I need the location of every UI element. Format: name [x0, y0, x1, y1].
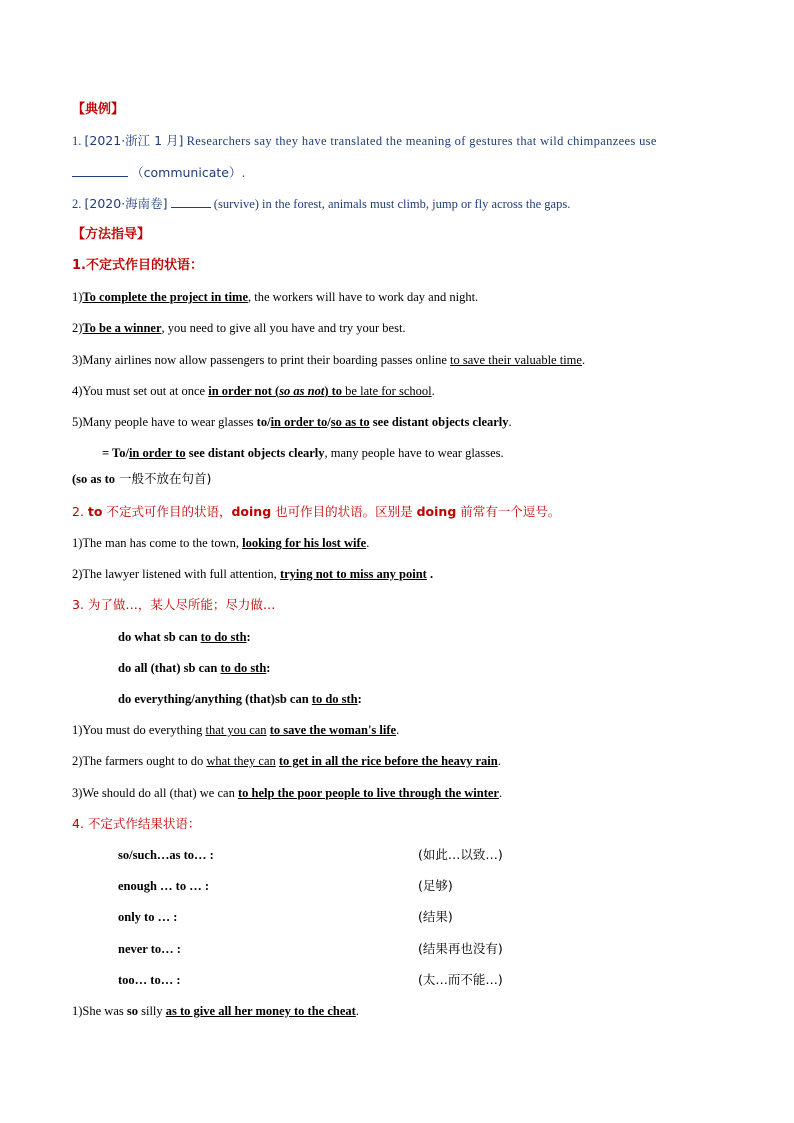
title-keyword: to: [87, 504, 103, 519]
sentence-4-1: [72, 1003, 359, 1019]
result-pattern-row: [118, 878, 678, 894]
sentence-prefix: 3)Many airlines now allow passengers to print their boarding passes online: [72, 353, 451, 367]
underlined-phrase: in order to: [270, 415, 328, 429]
pattern-text: do all (that) sb can: [118, 661, 221, 675]
title-keyword: doing: [416, 504, 457, 519]
answer-blank[interactable]: [171, 196, 211, 208]
section-3-title: 3. 为了做…，某人尽所能；尽力做…: [72, 597, 276, 612]
underlined-phrase: to do sth: [220, 661, 267, 675]
sentence-rest: , the workers will have to work day and night.: [248, 290, 479, 304]
underlined-phrase: that you can: [205, 723, 267, 737]
title-part: 不定式可作目的状语，: [102, 504, 232, 519]
example-2-text: (survive) in the forest, animals must climb, jump or fly across the gaps.: [213, 197, 571, 211]
sentence-prefix: 2)The lawyer listened with full attention,: [72, 567, 280, 581]
bold-phrase: = To/: [102, 446, 129, 460]
underlined-phrase: to get in all the rice before the heavy rain: [278, 754, 498, 768]
sentence-prefix: 1)The man has come to the town,: [72, 536, 243, 550]
example-1: [72, 133, 657, 149]
sentence-1-1: [72, 289, 478, 305]
result-pattern-row: [118, 941, 678, 957]
title-keyword: doing: [231, 504, 272, 519]
example-1-line2: [72, 165, 245, 181]
bold-phrase: /: [327, 415, 331, 429]
underlined-phrase: to do sth: [200, 630, 247, 644]
sentence-prefix: 5)Many people have to wear glasses: [72, 415, 257, 429]
underlined-phrase: looking for his lost wife: [242, 536, 367, 550]
result-pattern-row: [118, 847, 678, 863]
sentence-rest: .: [498, 786, 503, 800]
bold-phrase: to/: [256, 415, 271, 429]
italic-phrase: so as not: [279, 384, 325, 398]
sentence-prefix: 2): [72, 321, 83, 335]
bold-phrase: (so as to: [72, 472, 116, 486]
sentence-1-3: [72, 352, 585, 368]
underlined-phrase: to save their valuable time: [450, 353, 582, 367]
underlined-phrase: To be a winner: [82, 321, 162, 335]
sentence-1-5: [72, 414, 512, 430]
bold-phrase: ) to: [324, 384, 343, 398]
underlined-phrase: to help the poor people to live through the winter: [237, 786, 499, 800]
result-pattern-row: [118, 909, 678, 925]
sentence-2-2: [72, 566, 433, 582]
pattern-meaning: (太…而不能…): [418, 972, 503, 987]
pattern-text: too… to… :: [118, 973, 181, 987]
examples-heading: 【典例】: [72, 102, 125, 117]
result-pattern-row: [118, 972, 678, 988]
example-1-hint: （communicate）.: [131, 165, 246, 180]
example-1-source: [2021·浙江 1 月]: [84, 133, 184, 148]
sentence-1-4: [72, 383, 435, 399]
sentence-rest: .: [355, 1004, 359, 1018]
title-part: 也可作目的状语。区别是: [271, 504, 417, 519]
pattern-colon: :: [357, 692, 362, 706]
underlined-phrase: as to give all her money to the cheat: [165, 1004, 356, 1018]
section-2-title: [72, 504, 560, 520]
example-1-text: Researchers say they have translated the meaning of gestures that wild chimpanzees use: [186, 134, 657, 148]
sentence-prefix: 1)She was: [72, 1004, 127, 1018]
bold-phrase: in order not (: [208, 384, 280, 398]
pattern-text: do what sb can: [118, 630, 201, 644]
bold-phrase: see distant objects clearly: [369, 415, 509, 429]
pattern-meaning: (如此…以致…): [418, 847, 503, 862]
pattern-3-2: [118, 660, 270, 676]
sentence-middle: silly: [137, 1004, 166, 1018]
pattern-meaning: (足够): [418, 878, 453, 893]
sentence-rest: .: [431, 384, 435, 398]
pattern-3-3: [118, 691, 362, 707]
bold-phrase: see distant objects clearly: [185, 446, 325, 460]
underlined-phrase: what they can: [206, 754, 276, 768]
example-2-number: 2.: [72, 197, 82, 211]
sentence-prefix: 2)The farmers ought to do: [72, 754, 207, 768]
answer-blank[interactable]: [72, 165, 128, 177]
sentence-rest: .: [581, 353, 586, 367]
pattern-meaning: (结果): [418, 909, 453, 924]
sentence-prefix: 4)You must set out at once: [72, 384, 209, 398]
sentence-rest: .: [366, 536, 370, 550]
underlined-phrase: to do sth: [311, 692, 358, 706]
underlined-phrase: to save the woman's life: [269, 723, 397, 737]
sentence-rest: .: [396, 723, 400, 737]
example-2: [72, 196, 570, 212]
note-text: 一般不放在句首): [115, 471, 212, 486]
pattern-text: do everything/anything (that)sb can: [118, 692, 312, 706]
pattern-text: only to … :: [118, 910, 178, 924]
title-part: 2.: [72, 504, 88, 519]
underlined-phrase: trying not to miss any point: [279, 567, 427, 581]
section-1-note: [72, 471, 211, 487]
sentence-rest: , you need to give all you have and try your best.: [161, 321, 406, 335]
pattern-colon: :: [266, 661, 271, 675]
sentence-rest: .: [426, 567, 434, 581]
example-2-source: [2020·海南卷]: [84, 196, 168, 211]
sentence-rest: .: [497, 754, 501, 768]
sentence-2-1: [72, 535, 369, 551]
example-1-number: 1.: [72, 134, 82, 148]
sentence-rest: , many people have to wear glasses.: [324, 446, 504, 460]
pattern-colon: :: [246, 630, 251, 644]
underlined-phrase: in order to: [128, 446, 186, 460]
sentence-1-2: [72, 320, 406, 336]
section-4-title: 4. 不定式作结果状语：: [72, 816, 201, 831]
sentence-prefix: 1)You must do everything: [72, 723, 206, 737]
underlined-phrase: be late for school: [342, 384, 432, 398]
section-1-title: 1.不定式作目的状语：: [72, 258, 203, 273]
pattern-text: never to… :: [118, 942, 181, 956]
bold-phrase: so: [126, 1004, 138, 1018]
sentence-3-3: [72, 785, 502, 801]
pattern-3-1: [118, 629, 251, 645]
underlined-phrase: so as to: [330, 415, 370, 429]
sentence-1-6: [102, 445, 504, 461]
method-heading: 【方法指导】: [72, 227, 151, 242]
sentence-prefix: 3)We should do all (that) we can: [72, 786, 238, 800]
underlined-phrase: To complete the project in time: [82, 290, 249, 304]
sentence-rest: .: [508, 415, 512, 429]
sentence-3-1: [72, 722, 399, 738]
pattern-text: enough … to … :: [118, 879, 209, 893]
sentence-prefix: 1): [72, 290, 83, 304]
sentence-3-2: [72, 753, 501, 769]
pattern-text: so/such…as to… :: [118, 848, 214, 862]
pattern-meaning: (结果再也没有): [418, 941, 503, 956]
title-part: 前常有一个逗号。: [456, 504, 561, 519]
